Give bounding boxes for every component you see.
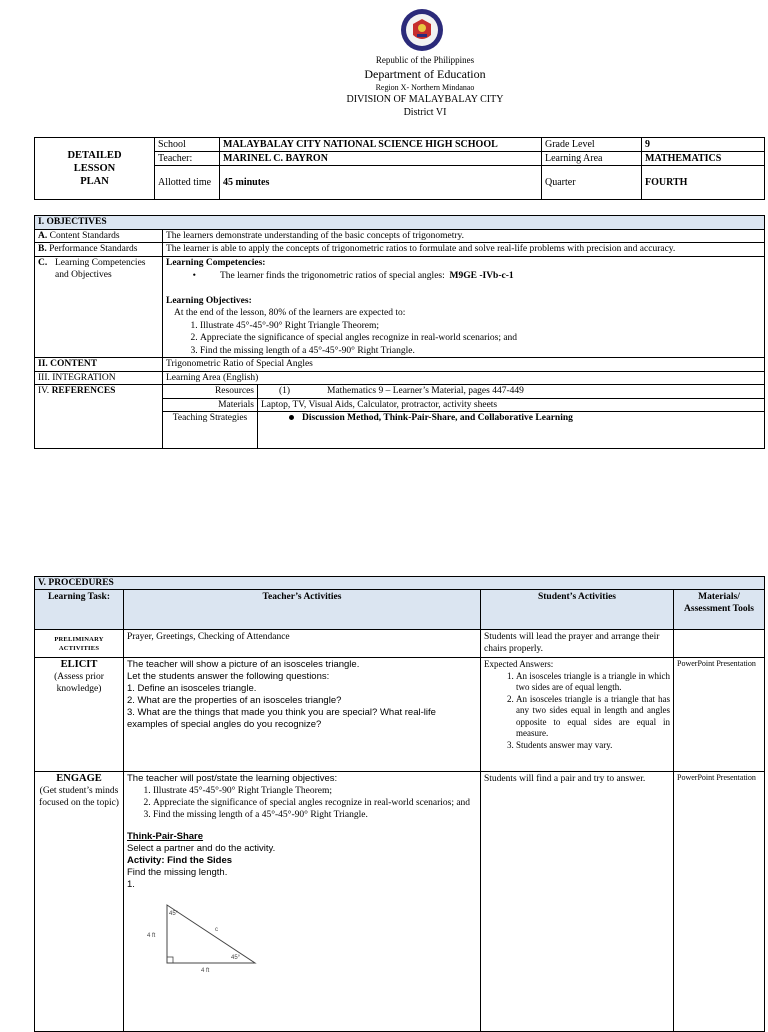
think-pair-share-title: Think-Pair-Share xyxy=(127,831,204,842)
think-pair-share-text: Select a partner and do the activity. xyxy=(127,843,276,854)
learning-objective-2: 2. Appreciate the significance of special angles recognize in real-world scenarios; and xyxy=(200,332,761,345)
expected-answer-3: 3. Students answer may vary. xyxy=(516,740,670,752)
deped-seal-icon xyxy=(400,8,444,52)
triangle-angle-right: 45° xyxy=(231,955,241,961)
objectives-table xyxy=(34,215,765,449)
preliminary-materials xyxy=(674,630,765,658)
school-label: School xyxy=(155,138,220,152)
learning-objective-3: 3. Find the missing length of a 45°-45°-90° Right Triangle. xyxy=(200,345,761,358)
learning-objectives-list xyxy=(166,320,761,358)
learning-area-value: MATHEMATICS xyxy=(645,153,722,164)
engage-objective-2: 2. Appreciate the significance of special angles recognize in real-world scenarios; and xyxy=(153,797,477,809)
competency-code: M9GE -IVb-c-1 xyxy=(449,271,514,281)
quarter-label: Quarter xyxy=(542,166,642,200)
learning-competencies-title: Learning Competencies: xyxy=(166,257,266,268)
teacher-value: MARINEL C. BAYRON xyxy=(223,153,328,164)
competency-bullet: • xyxy=(192,271,196,281)
engage-objective-3: 3. Find the missing length of a 45°-45°-90° Right Triangle. xyxy=(153,809,477,821)
letterhead-division: DIVISION OF MALAYBALAY CITY xyxy=(346,94,504,105)
engage-sublabel: (Get student’s minds focused on the topic) xyxy=(39,786,119,808)
procedures-section-title: V. PROCEDURES xyxy=(35,577,765,590)
content-text: Trigonometric Ratio of Special Angles xyxy=(163,358,765,372)
elicit-sublabel: (Assess prior knowledge) xyxy=(54,672,104,694)
allotted-time-label: Allotted time xyxy=(155,166,220,200)
preliminary-teacher: Prayer, Greetings, Checking of Attendance xyxy=(124,630,481,658)
elicit-teacher-3: 1. Define an isosceles triangle. xyxy=(127,683,257,694)
elicit-teacher-1: The teacher will show a picture of an isosceles triangle. xyxy=(127,659,360,670)
engage-objectives-list xyxy=(127,785,477,821)
expected-answers-list xyxy=(484,671,670,752)
engage-materials: PowerPoint Presentation xyxy=(674,772,765,1032)
activity-instruction: Find the missing length. xyxy=(127,867,228,878)
teacher-label: Teacher: xyxy=(155,152,220,166)
grade-level-label: Grade Level xyxy=(542,138,642,152)
expected-answer-2: 2. An isosceles triangle is a triangle that has any two sides equal in length and angles opposite to equal sides are equal in measure. xyxy=(516,694,670,740)
integration-text: Learning Area (English) xyxy=(163,371,765,385)
performance-standards-letter: B. xyxy=(38,244,47,254)
engage-teacher-intro: The teacher will post/state the learning objectives: xyxy=(127,773,338,784)
col-student-activities: Student’s Activities xyxy=(481,590,674,630)
learning-objectives-intro: At the end of the lesson, 80% of the learners are expected to: xyxy=(174,308,406,318)
objectives-section-title: I. OBJECTIVES xyxy=(35,216,765,230)
lesson-plan-title: DETAILED LESSON PLAN xyxy=(35,138,155,200)
triangle-side-left: 4 ft xyxy=(147,933,156,939)
elicit-teacher-2: Let the students answer the following questions: xyxy=(127,671,330,682)
resources-number: (1) xyxy=(279,386,291,396)
performance-standards-label: Performance Standards xyxy=(49,244,138,254)
competency-text: The learner finds the trigonometric ratios of special angles: xyxy=(220,271,445,281)
content-standards-label: Content Standards xyxy=(49,230,120,241)
content-label: II. CONTENT xyxy=(38,359,98,369)
elicit-materials: PowerPoint Presentation xyxy=(674,658,765,772)
grade-level-value: 9 xyxy=(645,139,650,150)
col-materials-tools: Materials/ Assessment Tools xyxy=(674,590,765,630)
school-value: MALAYBALAY CITY NATIONAL SCIENCE HIGH SCHOOL xyxy=(223,139,498,150)
letterhead-region: Region X- Northern Mindanao xyxy=(375,83,475,92)
activity-item-number: 1. xyxy=(127,879,135,890)
elicit-label: ELICIT xyxy=(60,659,98,670)
activity-title: Activity: Find the Sides xyxy=(127,855,233,866)
learning-objective-1: 1. Illustrate 45°-45°-90° Right Triangle Theorem; xyxy=(200,320,761,333)
learning-objectives-title: Learning Objectives: xyxy=(166,295,252,306)
content-standards-letter: A. xyxy=(38,230,48,241)
right-triangle-figure xyxy=(135,895,265,975)
learning-area-label: Learning Area xyxy=(542,152,642,166)
expected-answer-1: 1. An isosceles triangle is a triangle in which two sides are of equal length. xyxy=(516,671,670,694)
content-standards-text: The learners demonstrate understanding of the basic concepts of trigonometry. xyxy=(163,229,765,243)
letterhead-department: Department of Education xyxy=(364,67,486,81)
col-teacher-activities: Teacher’s Activities xyxy=(124,590,481,630)
engage-label: ENGAGE xyxy=(56,773,102,784)
triangle-side-bottom: 4 ft xyxy=(201,968,210,974)
resources-text: Mathematics 9 – Learner’s Material, pages 447-449 xyxy=(327,386,524,396)
letterhead-republic: Republic of the Philippines xyxy=(375,55,475,65)
integration-label: III. INTEGRATION xyxy=(35,371,163,385)
procedures-table xyxy=(34,576,765,1032)
materials-text: Laptop, TV, Visual Aids, Calculator, protractor, activity sheets xyxy=(258,398,765,412)
preliminary-student: Students will lead the prayer and arrange their chairs properly. xyxy=(481,630,674,658)
letterhead-district: District VI xyxy=(403,107,447,118)
triangle-angle-top: 45° xyxy=(169,911,179,917)
elicit-teacher-4: 2. What are the properties of an isosceles triangle? xyxy=(127,695,342,706)
quarter-value: FOURTH xyxy=(645,177,688,188)
col-learning-task: Learning Task: xyxy=(35,590,124,630)
engage-objective-1: 1. Illustrate 45°-45°-90° Right Triangle Theorem; xyxy=(153,785,477,797)
references-prefix: IV. xyxy=(38,386,50,396)
allotted-time-value: 45 minutes xyxy=(223,177,270,188)
lesson-header-table xyxy=(34,137,765,200)
expected-answers-title: Expected Answers: xyxy=(484,659,554,669)
teaching-strategies-text: Discussion Method, Think-Pair-Share, and Collaborative Learning xyxy=(302,413,573,423)
preliminary-activities-label: PRELIMINARY ACTIVITIES xyxy=(35,630,124,658)
strategies-bullet-icon xyxy=(289,415,294,420)
elicit-teacher-5: 3. What are the things that made you think you are special? What real-life examples of special angles do you recognize? xyxy=(127,707,436,730)
resources-label: Resources xyxy=(163,385,258,399)
competencies-letter: C. xyxy=(38,257,48,268)
references-label: REFERENCES xyxy=(51,386,116,396)
teaching-strategies-label: Teaching Strategies xyxy=(163,412,258,449)
materials-label: Materials xyxy=(163,398,258,412)
performance-standards-text: The learner is able to apply the concepts of trigonometric ratios to formulate and solve real-life problems with precision and accuracy. xyxy=(163,243,765,257)
triangle-hypotenuse: c xyxy=(215,927,218,933)
competencies-label: Learning Competencies and Objectives xyxy=(55,257,146,280)
engage-student: Students will find a pair and try to answer. xyxy=(481,772,674,1032)
